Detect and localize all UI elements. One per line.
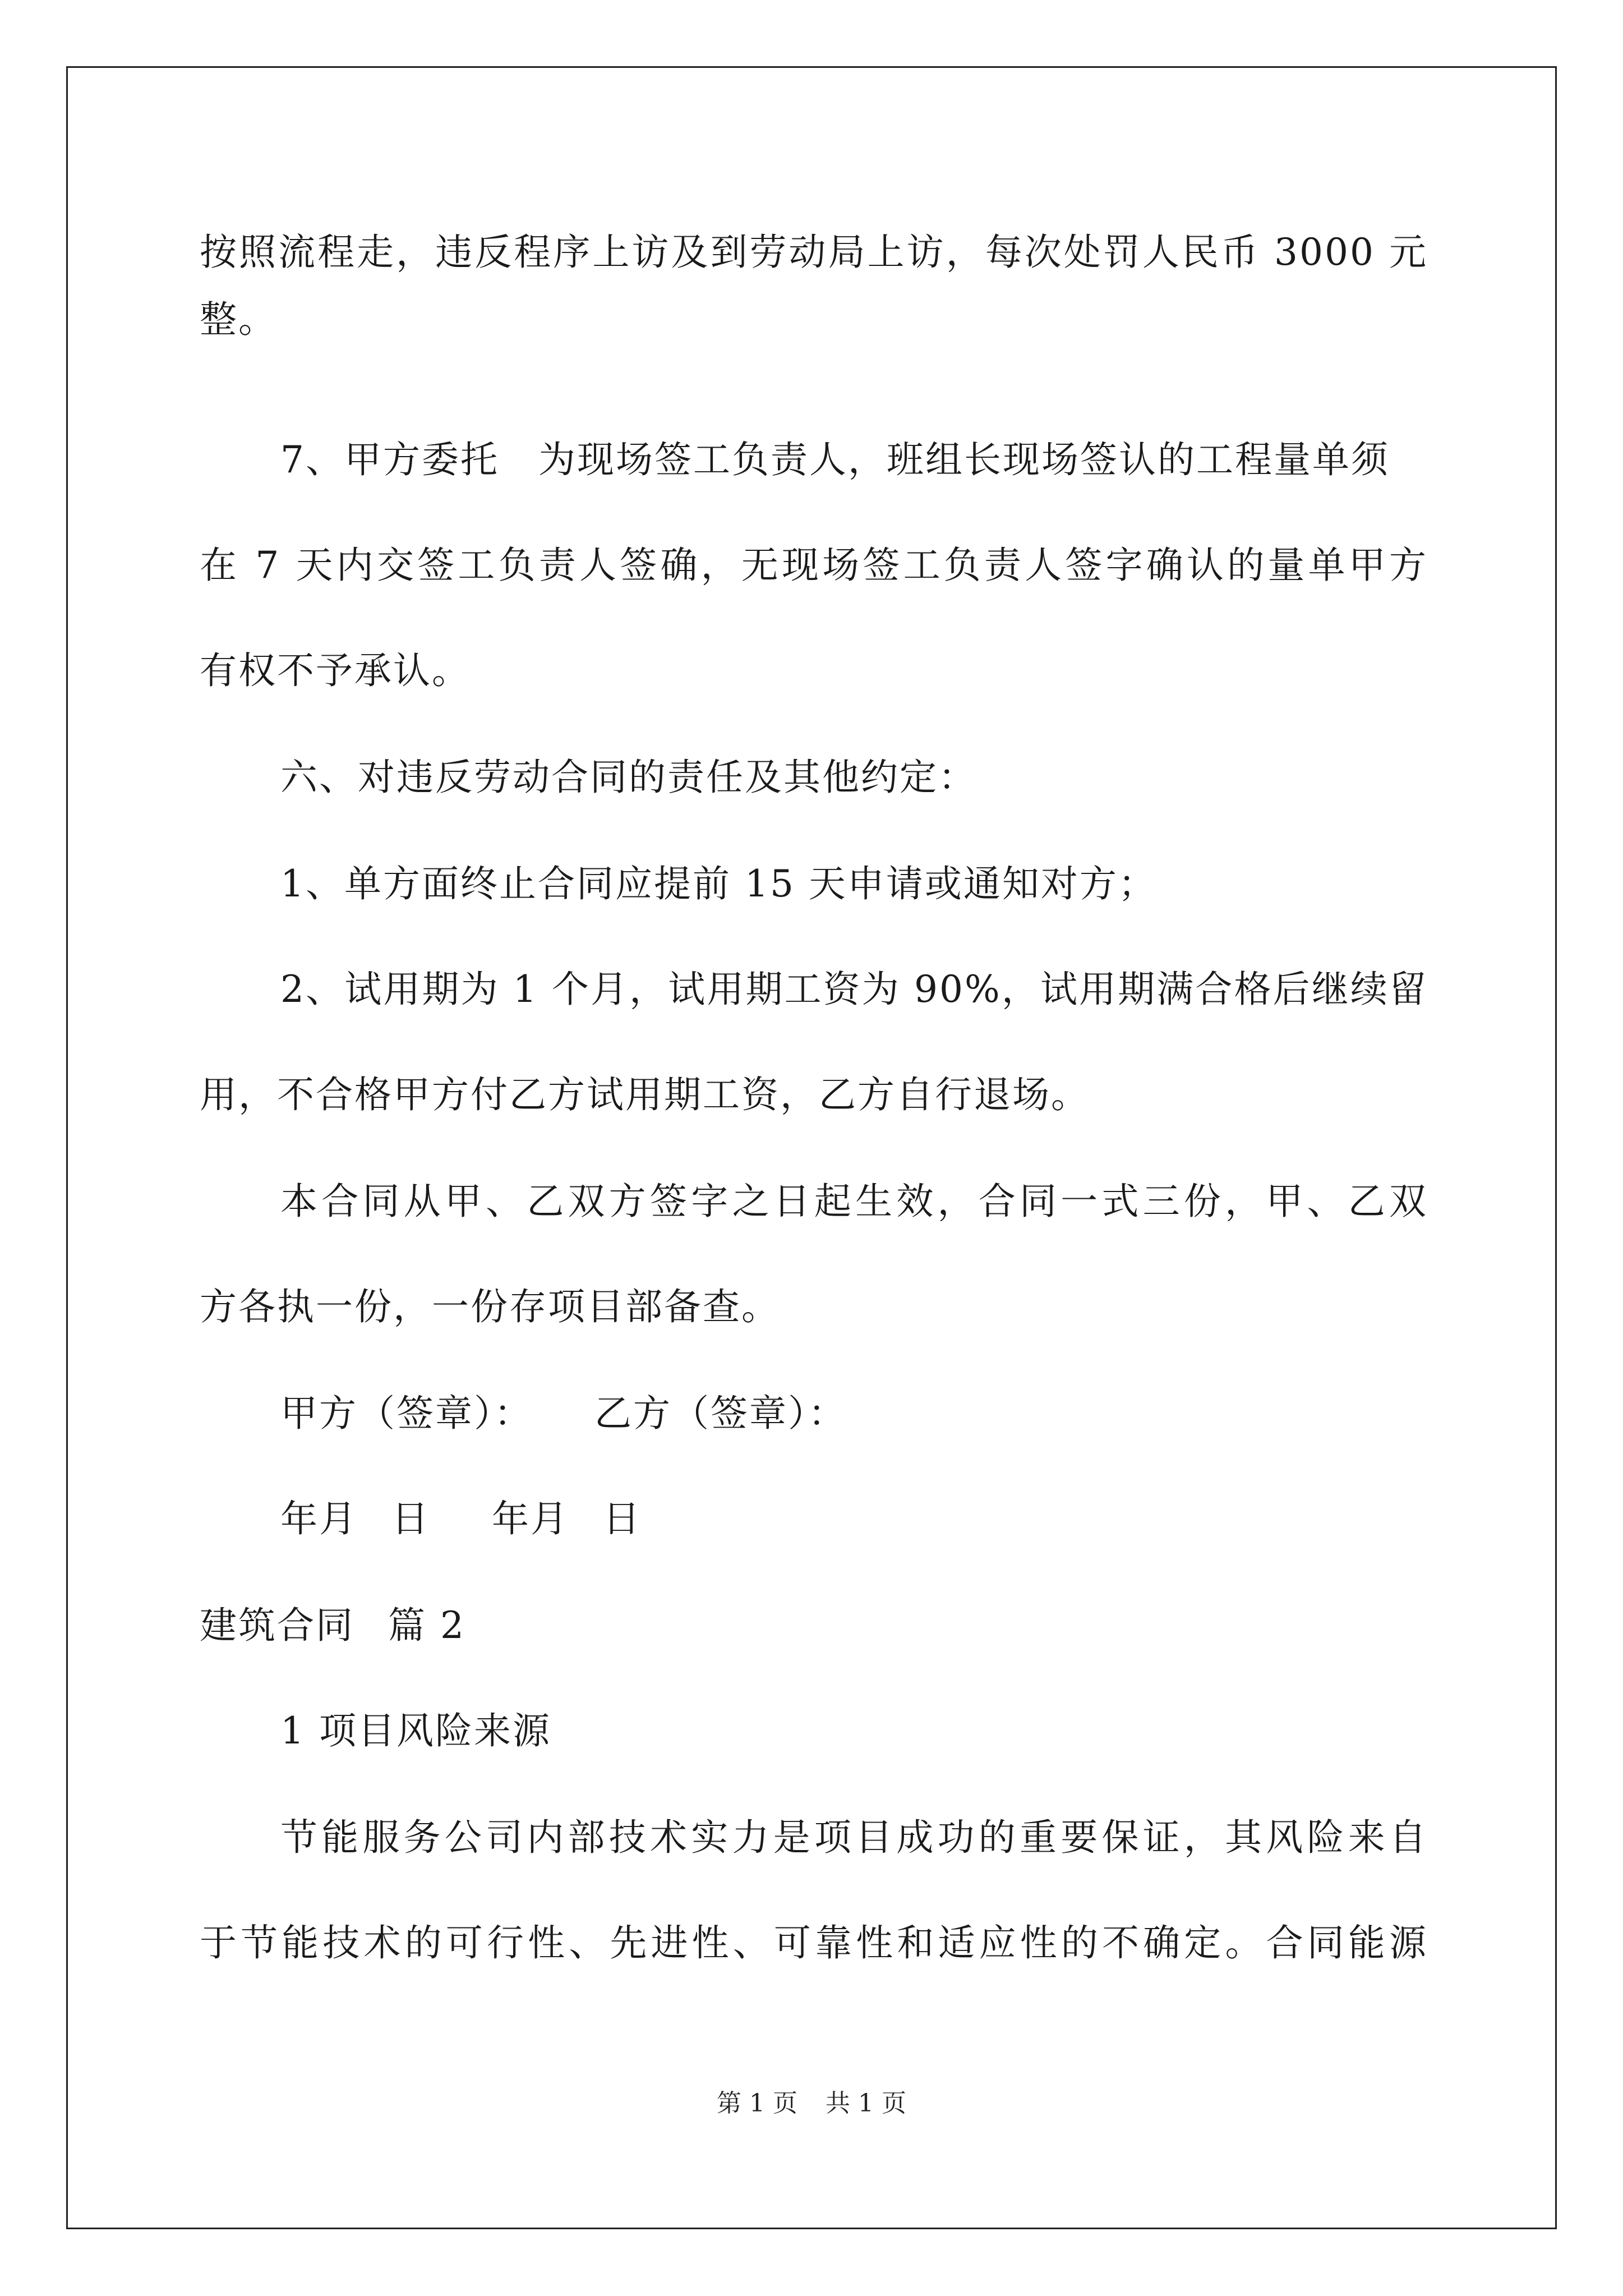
party-a-date-day: 日 <box>391 1497 430 1540</box>
paragraph-line: 用，不合格甲方付乙方试用期工资，乙方自行退场。 <box>200 1073 1090 1116</box>
paragraph-line: 有权不予承认。 <box>200 649 471 692</box>
paragraph-line: 本合同从甲、乙双方签字之日起生效，合同一式三份，甲、乙双 <box>280 1180 1428 1223</box>
party-a-signature-label: 甲方（签章）： <box>280 1392 533 1435</box>
page-footer <box>0 2088 1623 2119</box>
subsection-heading: 1 项目风险来源 <box>280 1709 551 1752</box>
page-total: 共 1 页 <box>826 2089 906 2118</box>
paragraph-line: 1、单方面终止合同应提前 15 天申请或通知对方； <box>280 862 1157 905</box>
page-border <box>66 66 1557 2229</box>
paragraph-line: 方各执一份，一份存项目部备查。 <box>200 1285 780 1328</box>
paragraph-line <box>280 438 1390 482</box>
paragraph-line: 于节能技术的可行性、先进性、可靠性和适应性的不确定。合同能源 <box>200 1921 1428 1964</box>
section-title-number: 篇 2 <box>388 1604 465 1647</box>
section-heading: 六、对违反劳动合同的责任及其他约定： <box>280 756 977 799</box>
signature-line <box>280 1391 847 1436</box>
paragraph-line: 按照流程走，违反程序上访及到劳动局上访，每次处罚人民币 3000 元 <box>200 231 1428 274</box>
paragraph-line: 在 7 天内交签工负责人签确，无现场签工负责人签字确认的量单甲方 <box>200 544 1428 587</box>
clause-text: 为现场签工负责人，班组长现场签认的工程量单须 <box>538 438 1390 481</box>
clause-label: 7、甲方委托 <box>280 438 499 481</box>
section-title <box>200 1603 465 1648</box>
section-title-main: 建筑合同 <box>200 1604 354 1647</box>
paragraph-line: 2、试用期为 1 个月，试用期工资为 90%，试用期满合格后继续留 <box>280 968 1428 1011</box>
paragraph-line: 节能服务公司内部技术实力是项目成功的重要保证，其风险来自 <box>280 1816 1428 1859</box>
party-b-signature-label: 乙方（签章）： <box>594 1392 847 1435</box>
date-line <box>280 1497 642 1542</box>
paragraph-line: 整。 <box>200 298 277 341</box>
page-number: 第 1 页 <box>717 2089 797 2118</box>
party-b-date-day: 日 <box>603 1497 642 1540</box>
party-b-date-month: 年月 <box>492 1497 569 1540</box>
party-a-date-month: 年月 <box>280 1497 358 1540</box>
